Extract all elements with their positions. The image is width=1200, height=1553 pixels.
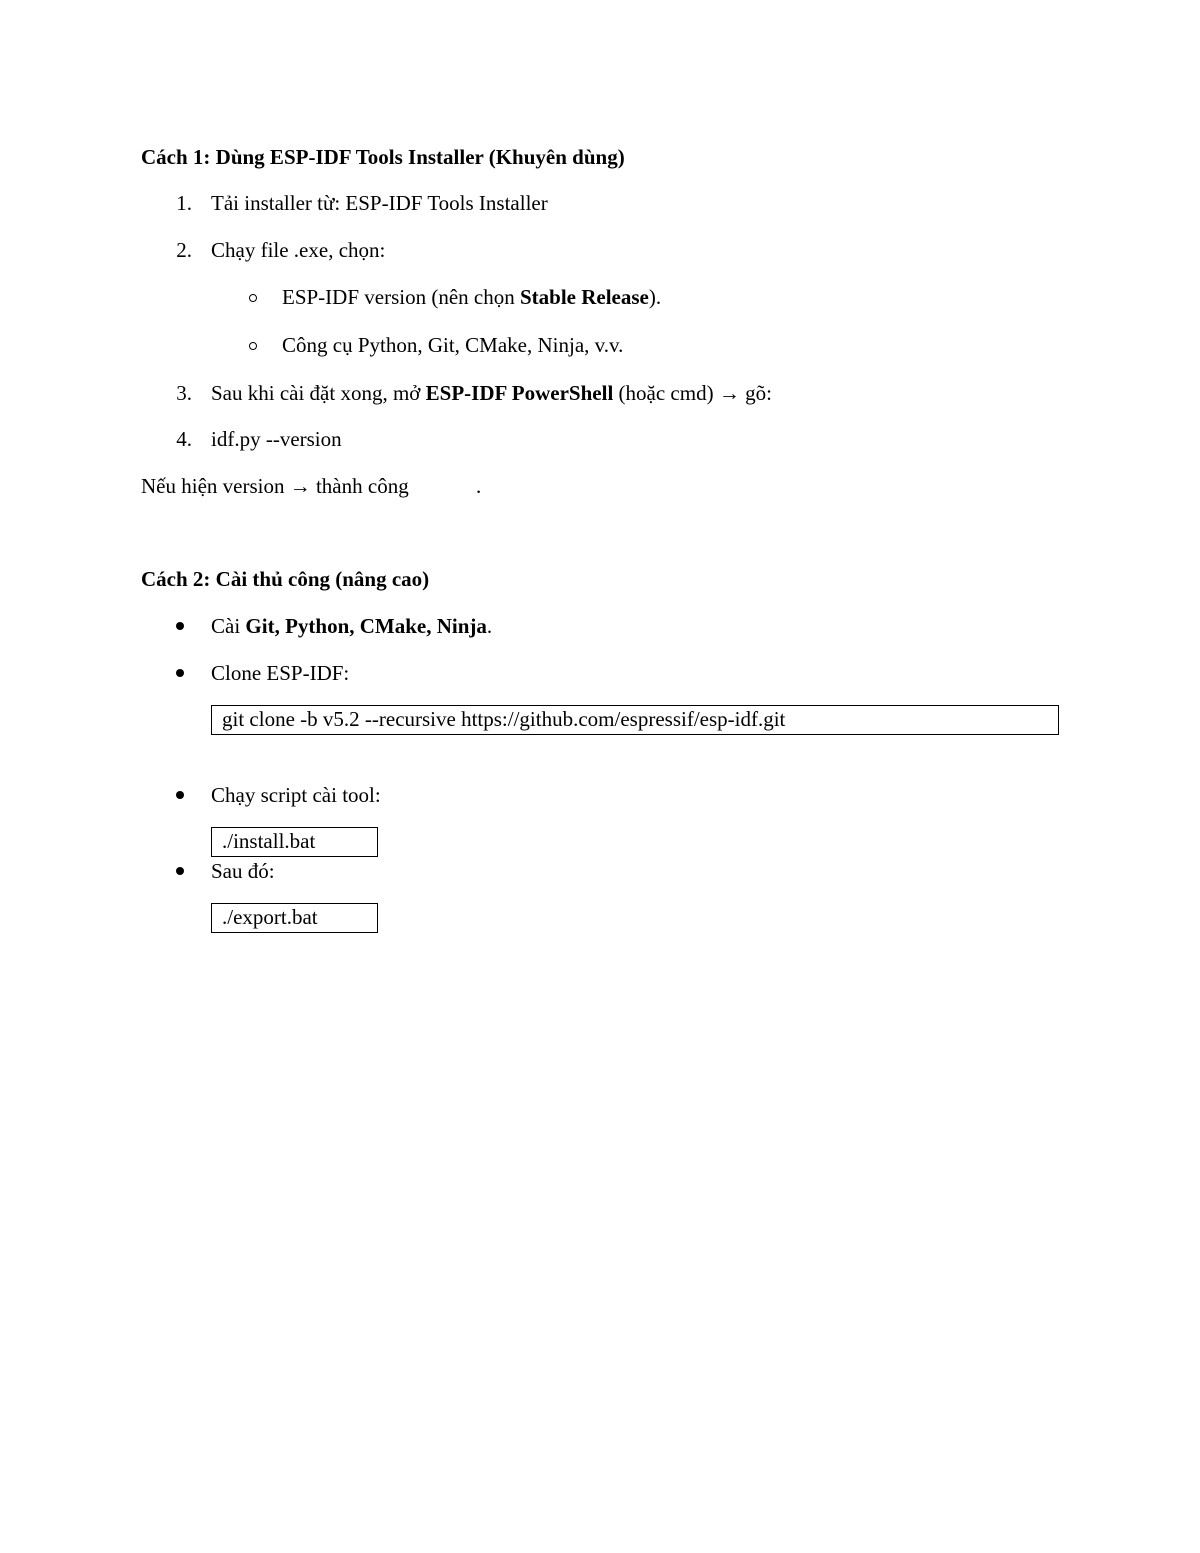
step-1-text: Tải installer từ: ESP-IDF Tools Installer: [211, 191, 548, 215]
clone-command-box: git clone -b v5.2 --recursive https://github.com/espressif/esp-idf.git: [211, 705, 1059, 735]
bullet-2-text: Clone ESP-IDF:: [211, 661, 350, 685]
step-4-number: 4.: [176, 427, 192, 451]
export-command-box: ./export.bat: [211, 903, 378, 933]
step-3-text: [211, 381, 772, 405]
step-1-number: 1.: [176, 191, 192, 215]
bullet-1-text-before: Cài: [211, 614, 246, 638]
step-2-subitem-2: Công cụ Python, Git, CMake, Ninja, v.v.: [282, 333, 624, 357]
section-2-heading: Cách 2: Cài thủ công (nâng cao): [141, 567, 430, 591]
install-command-box: ./install.bat: [211, 827, 378, 857]
bullet-1-text-after: .: [486, 614, 493, 638]
step-3-number: 3.: [176, 381, 192, 405]
bullet-dot: [176, 669, 184, 677]
step-3-text-before: Sau khi cài đặt xong, mở: [211, 381, 426, 405]
result-line-tail: .: [476, 474, 482, 498]
bullet-dot: [176, 867, 184, 875]
result-line: Nếu hiện version → thành công: [141, 474, 409, 498]
bullet-1-bold: Git, Python, CMake, Ninja: [245, 614, 487, 638]
bullet-dot: [176, 791, 184, 799]
subitem-1-bold: Stable Release: [519, 285, 649, 309]
bullet-dot: [176, 622, 184, 630]
step-4-text: idf.py --version: [211, 427, 342, 451]
sub-bullet-circle: [249, 342, 257, 350]
section-1-heading: Cách 1: Dùng ESP-IDF Tools Installer (Khuyên dùng): [141, 145, 625, 169]
sub-bullet-circle: [249, 294, 257, 302]
bullet-1-text: [211, 614, 492, 638]
bullet-3-text: Chạy script cài tool:: [211, 783, 381, 807]
step-2-subitem-1: [282, 285, 661, 309]
step-2-text: Chạy file .exe, chọn:: [211, 238, 386, 262]
step-3-text-after: (hoặc cmd) → gõ:: [613, 381, 772, 405]
subitem-1-text-after: ).: [648, 285, 662, 309]
step-2-number: 2.: [176, 238, 192, 262]
bullet-4-text: Sau đó:: [211, 859, 275, 883]
step-3-bold: ESP-IDF PowerShell: [425, 381, 614, 405]
subitem-1-text-before: ESP-IDF version (nên chọn: [282, 285, 520, 309]
